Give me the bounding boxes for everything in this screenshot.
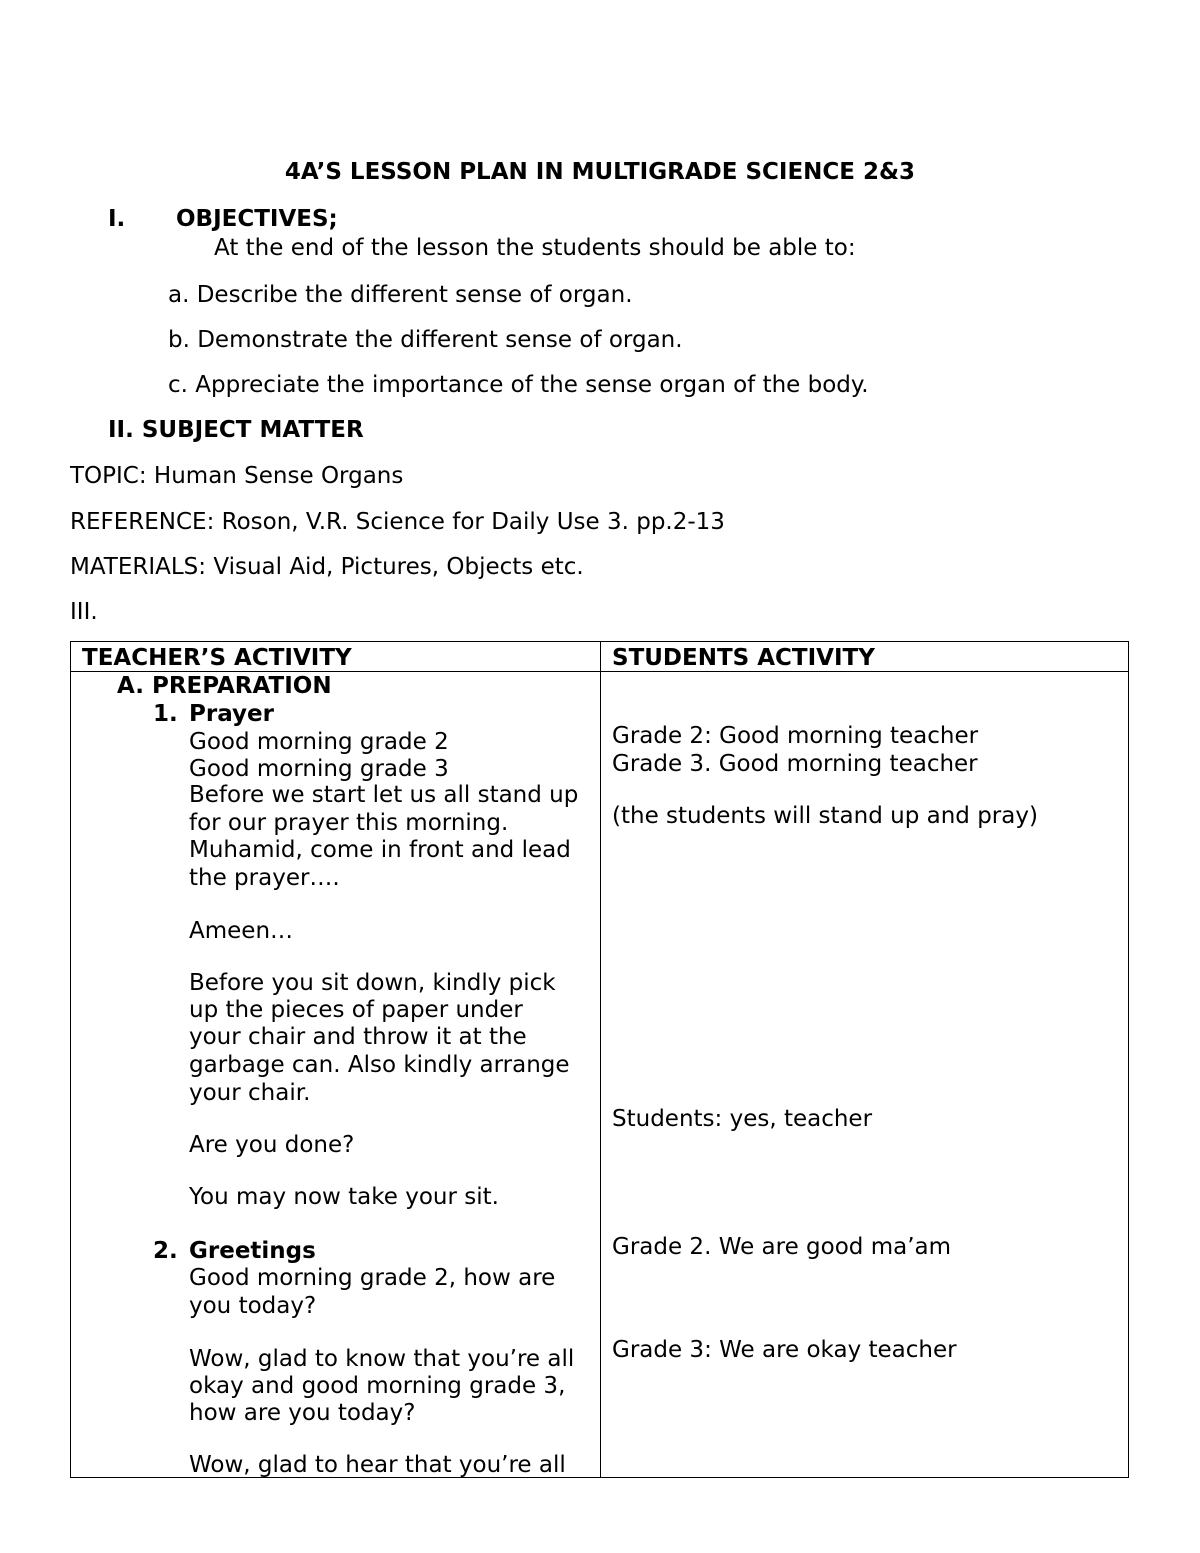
teacher-line: Are you done? bbox=[189, 1132, 355, 1158]
teacher-line: you today? bbox=[189, 1293, 317, 1319]
teacher-line: garbage can. Also kindly arrange bbox=[189, 1052, 570, 1078]
reference-line: REFERENCE: Roson, V.R. Science for Daily Use 3. pp.2-13 bbox=[70, 509, 725, 535]
greetings-heading: Greetings bbox=[189, 1238, 316, 1264]
teacher-line: You may now take your sit. bbox=[189, 1184, 499, 1210]
teacher-line: Before you sit down, kindly pick bbox=[189, 970, 556, 996]
teacher-line: Good morning grade 2 bbox=[189, 729, 449, 755]
greetings-number: 2. bbox=[153, 1238, 178, 1264]
column-divider bbox=[600, 642, 601, 1477]
teacher-line: Muhamid, come in front and lead bbox=[189, 837, 571, 863]
header-teacher-activity: TEACHER’S ACTIVITY bbox=[82, 645, 352, 671]
student-line: (the students will stand up and pray) bbox=[612, 803, 1038, 829]
objective-item: c. Appreciate the importance of the sense organ of the body. bbox=[168, 372, 869, 398]
objective-item: a. Describe the different sense of organ. bbox=[168, 282, 633, 308]
student-line: Grade 3. Good morning teacher bbox=[612, 751, 978, 777]
topic-line: TOPIC: Human Sense Organs bbox=[70, 463, 404, 489]
teacher-line: okay and good morning grade 3, bbox=[189, 1373, 566, 1399]
subject-matter-heading: II. SUBJECT MATTER bbox=[108, 417, 364, 443]
teacher-line: Wow, glad to hear that you’re all bbox=[189, 1452, 566, 1478]
prayer-heading: Prayer bbox=[189, 701, 274, 727]
preparation-heading: A. PREPARATION bbox=[117, 673, 332, 699]
activity-table bbox=[70, 641, 1129, 1478]
teacher-line: Before we start let us all stand up bbox=[189, 782, 579, 808]
student-line: Grade 3: We are okay teacher bbox=[612, 1337, 957, 1363]
student-line: Grade 2: Good morning teacher bbox=[612, 723, 979, 749]
teacher-line: your chair. bbox=[189, 1080, 311, 1106]
section-three-heading: III. bbox=[70, 599, 98, 625]
teacher-line: Good morning grade 2, how are bbox=[189, 1265, 556, 1291]
teacher-line: Good morning grade 3 bbox=[189, 756, 449, 782]
teacher-line: how are you today? bbox=[189, 1400, 416, 1426]
teacher-line: up the pieces of paper under bbox=[189, 997, 523, 1023]
objective-item: b. Demonstrate the different sense of organ. bbox=[168, 327, 683, 353]
teacher-line: for our prayer this morning. bbox=[189, 810, 509, 836]
teacher-line: your chair and throw it at the bbox=[189, 1024, 527, 1050]
student-line: Students: yes, teacher bbox=[612, 1106, 873, 1132]
student-line: Grade 2. We are good ma’am bbox=[612, 1234, 952, 1260]
materials-line: MATERIALS: Visual Aid, Pictures, Objects etc. bbox=[70, 554, 584, 580]
objectives-number: I. bbox=[108, 206, 126, 232]
header-students-activity: STUDENTS ACTIVITY bbox=[612, 645, 875, 671]
prayer-number: 1. bbox=[153, 701, 178, 727]
page-title: 4A’S LESSON PLAN IN MULTIGRADE SCIENCE 2&3 bbox=[284, 159, 916, 185]
teacher-line: the prayer…. bbox=[189, 865, 340, 891]
teacher-line: Ameen… bbox=[189, 918, 294, 944]
teacher-line: Wow, glad to know that you’re all bbox=[189, 1346, 575, 1372]
objectives-intro: At the end of the lesson the students should be able to: bbox=[214, 235, 856, 261]
objectives-heading: OBJECTIVES; bbox=[176, 206, 338, 232]
